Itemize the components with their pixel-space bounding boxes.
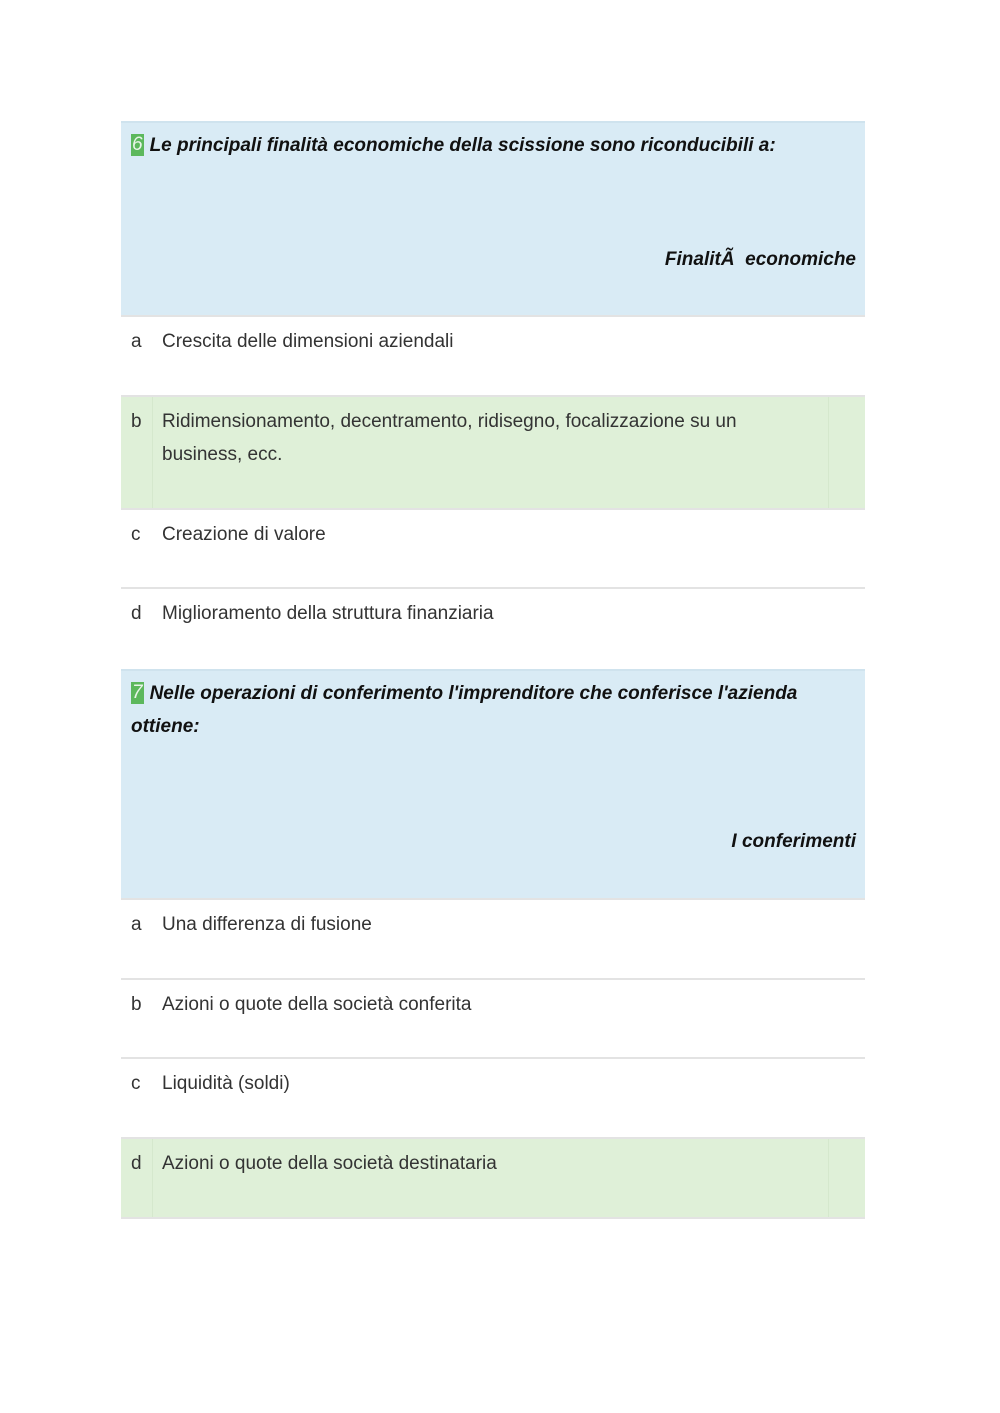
question-text [121, 123, 865, 162]
answer-text: Ridimensionamento, decentramento, ridisegno, focalizzazione su un business, ecc. [153, 397, 829, 508]
answer-letter: a [131, 914, 142, 935]
question-text [121, 671, 865, 743]
answer-text: Crescita delle dimensioni aziendali [162, 331, 454, 352]
answer-letter: c [131, 1073, 141, 1094]
answer-letter: b [121, 397, 153, 508]
answer-letter: b [131, 994, 142, 1015]
question-7 [121, 669, 865, 900]
answer-7a[interactable] [121, 900, 865, 980]
question-topic: I conferimenti [731, 831, 856, 852]
answer-text: Liquidità (soldi) [162, 1073, 290, 1094]
answer-text: Una differenza di fusione [162, 914, 372, 935]
answer-letter: d [121, 1139, 153, 1217]
answer-letter: c [131, 524, 141, 545]
quiz-container [121, 121, 865, 1219]
answer-7c[interactable] [121, 1059, 865, 1139]
question-prompt: Nelle operazioni di conferimento l'imprenditore che conferisce l'azienda ottiene: [131, 683, 798, 737]
question-6 [121, 121, 865, 317]
answer-7b[interactable] [121, 980, 865, 1059]
answer-6c[interactable] [121, 510, 865, 589]
answer-letter: d [131, 603, 142, 624]
answer-7d-correct[interactable] [121, 1139, 865, 1219]
answer-text: Azioni o quote della società destinataria [153, 1139, 829, 1217]
answer-6d[interactable] [121, 589, 865, 669]
answer-text: Creazione di valore [162, 524, 326, 545]
answer-letter: a [131, 331, 142, 352]
question-number-badge: 6 [132, 134, 143, 155]
question-topic: FinalitÃ economiche [664, 249, 856, 270]
answer-6b-correct[interactable] [121, 397, 865, 510]
answer-text: Miglioramento della struttura finanziaria [162, 603, 494, 624]
answer-text: Azioni o quote della società conferita [162, 994, 472, 1015]
question-prompt: Le principali finalità economiche della scissione sono riconducibili a: [149, 135, 776, 156]
answer-6a[interactable] [121, 317, 865, 397]
question-number-badge: 7 [132, 682, 143, 703]
